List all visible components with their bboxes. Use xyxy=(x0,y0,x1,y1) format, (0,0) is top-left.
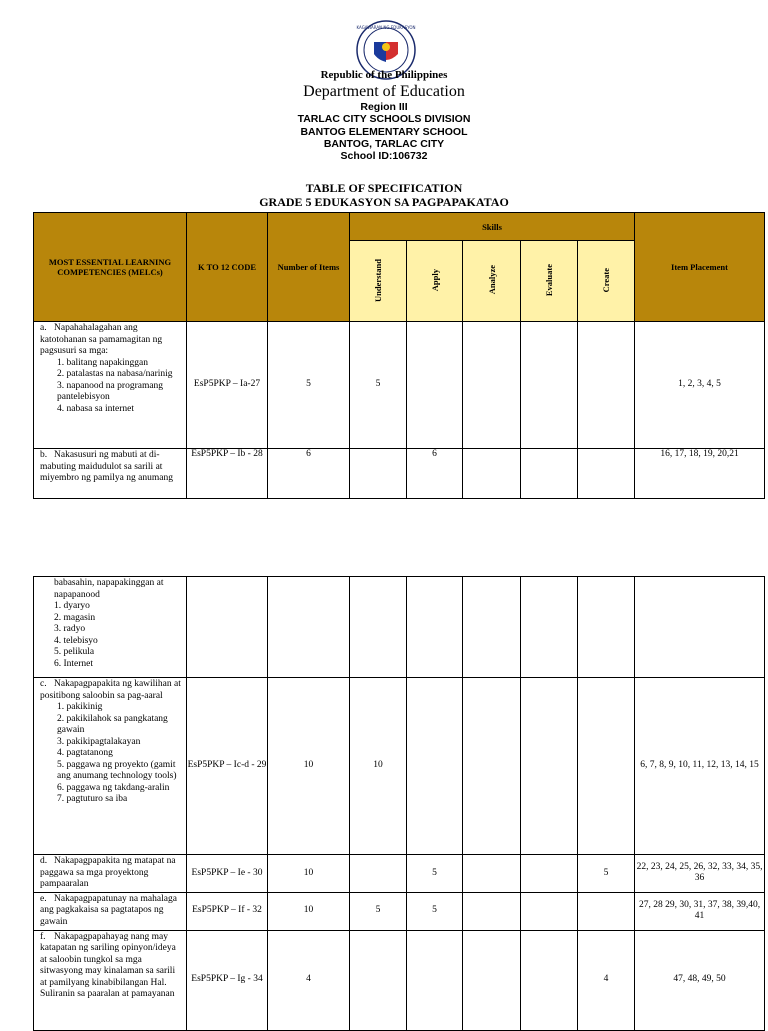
items-cell: 4 xyxy=(268,930,350,1030)
division-label: TARLAC CITY SCHOOLS DIVISION xyxy=(297,113,471,126)
code-cell: EsP5PKP – Ig - 34 xyxy=(187,930,268,1030)
competency-e xyxy=(34,892,187,930)
competency-line: Nakapagpapahayag nang may katapatan ng sariling opinyon/ideya at saloobin tungkol sa mga sitwasyong may kinalaman sa sarili at pamilyang kinabibilangan Hal. Suliranin sa paaralan at pamayanan xyxy=(40,931,176,999)
republic-label: Republic of the Philippines xyxy=(320,69,448,81)
competency-line: 1. pakikinig xyxy=(57,702,103,712)
svg-text:KAGAWARAN NG EDUKASYON: KAGAWARAN NG EDUKASYON xyxy=(356,25,416,30)
apply-cell: 5 xyxy=(407,855,463,893)
title-line-1: TABLE OF SPECIFICATION xyxy=(305,181,463,195)
items-cell: 10 xyxy=(268,892,350,930)
competency-line: 5. paggawa ng proyekto (gamit ang anumang technology tools) xyxy=(57,759,177,781)
document-title xyxy=(0,181,768,209)
items-cell: 10 xyxy=(268,678,350,855)
competency-line: 5. pelikula xyxy=(54,647,95,657)
create-cell xyxy=(578,322,635,449)
competency-b xyxy=(34,449,187,499)
header-skills: Skills xyxy=(350,213,635,241)
create-cell: 4 xyxy=(578,930,635,1030)
header-analyze: Analyze xyxy=(486,265,497,295)
competency-line: 6. paggawa ng takdang-aralin xyxy=(57,782,170,793)
row-letter: b. xyxy=(40,450,48,460)
items-cell: 6 xyxy=(268,449,350,499)
code-cell: EsP5PKP – Ic-d - 29 xyxy=(187,678,268,855)
competency-line: 2. patalastas na nabasa/narinig xyxy=(57,369,173,379)
header-placement: Item Placement xyxy=(635,213,765,322)
row-letter: f. xyxy=(40,931,46,942)
apply-cell xyxy=(407,322,463,449)
row-letter: c. xyxy=(40,679,47,689)
competency-b-continued xyxy=(34,577,187,678)
competency-line: Nakasusuri ng mabuti at di-mabuting maidudulot sa sarili at miyembro ng pamilya ng anumang xyxy=(40,450,173,483)
row-letter: e. xyxy=(40,893,47,904)
code-cell: EsP5PKP – Ib - 28 xyxy=(187,449,268,499)
table-row xyxy=(34,577,765,678)
competency-line: 3. radyo xyxy=(54,624,86,634)
header-understand: Understand xyxy=(373,258,383,302)
tos-table-page-1 xyxy=(33,212,765,499)
understand-cell: 10 xyxy=(350,678,407,855)
competency-line: 4. telebisyo xyxy=(54,635,98,646)
code-cell: EsP5PKP – Ie - 30 xyxy=(187,855,268,893)
apply-cell: 5 xyxy=(407,892,463,930)
items-cell: 10 xyxy=(268,855,350,893)
competency-line: 3. napanood na programang pantelebisyon xyxy=(57,380,164,402)
header-evaluate: Evaluate xyxy=(544,263,554,297)
competency-line: 7. pagtuturo sa iba xyxy=(57,794,128,804)
header-melcs: MOST ESSENTIAL LEARNING COMPETENCIES (MELCs) xyxy=(34,213,187,322)
competency-f xyxy=(34,930,187,1030)
title-line-2: GRADE 5 EDUKASYON SA PAGPAPAKATAO xyxy=(259,195,509,209)
competency-line: Nakapagpapatunay na mahalaga ang pagkakaisa sa pagtatapos ng gawain xyxy=(40,893,177,927)
header-code: K TO 12 CODE xyxy=(187,213,268,322)
header-create: Create xyxy=(601,267,611,293)
competency-line: 6. Internet xyxy=(54,658,94,669)
code-cell: EsP5PKP – If - 32 xyxy=(187,892,268,930)
header-apply: Apply xyxy=(429,268,440,292)
understand-cell: 5 xyxy=(350,322,407,449)
create-cell: 5 xyxy=(578,855,635,893)
understand-cell: 5 xyxy=(350,892,407,930)
analyze-cell xyxy=(463,322,521,449)
competency-line: 4. pagtatanong xyxy=(57,748,113,758)
table-row xyxy=(34,322,765,449)
department-label: Department of Education xyxy=(303,83,465,100)
table-row xyxy=(34,930,765,1030)
school-id-label: School ID:106732 xyxy=(340,150,428,163)
table-row xyxy=(34,678,765,855)
competency-line: babasahin, napapakinggan at napapanood xyxy=(54,578,164,600)
competency-d xyxy=(34,855,187,893)
competency-line: 4. nabasa sa internet xyxy=(57,403,135,414)
competency-line: 2. pakikilahok sa pangkatang gawain xyxy=(57,713,168,735)
competency-line: 3. pakikipagtalakayan xyxy=(57,736,141,747)
create-cell xyxy=(578,449,635,499)
row-letter: a. xyxy=(40,323,47,333)
school-label: BANTOG ELEMENTARY SCHOOL xyxy=(300,125,468,138)
table-row xyxy=(34,892,765,930)
apply-cell: 6 xyxy=(407,449,463,499)
placement-cell: 1, 2, 3, 4, 5 xyxy=(635,322,765,449)
table-row xyxy=(34,449,765,499)
school-info xyxy=(0,101,768,162)
placement-cell: 27, 28 29, 30, 31, 37, 38, 39,40, 41 xyxy=(635,892,765,930)
placement-cell: 16, 17, 18, 19, 20,21 xyxy=(635,449,765,499)
competency-c xyxy=(34,678,187,855)
evaluate-cell xyxy=(521,322,578,449)
evaluate-cell xyxy=(521,449,578,499)
competency-line: Nakapagpapakita ng matapat na paggawa sa mga proyektong pampaaralan xyxy=(40,856,176,889)
competency-line: 1. balitang napakinggan xyxy=(57,357,149,368)
tos-table-page-2 xyxy=(33,576,765,1031)
competency-line: 2. magasin xyxy=(54,612,96,623)
competency-line: Nakapagpapakita ng kawilihan at positibong saloobin sa pag-aaral xyxy=(40,679,181,701)
competency-a xyxy=(34,322,187,449)
competency-line: 1. dyaryo xyxy=(54,601,90,611)
placement-cell: 22, 23, 24, 25, 26, 32, 33, 34, 35, 36 xyxy=(635,855,765,893)
header-items: Number of Items xyxy=(268,213,350,322)
placement-cell: 47, 48, 49, 50 xyxy=(635,930,765,1030)
competency-line: Napahahalagahan ang katotohanan sa pamamagitan ng pagsusuri sa mga: xyxy=(40,323,163,356)
table-row xyxy=(34,855,765,893)
understand-cell xyxy=(350,449,407,499)
code-cell: EsP5PKP – Ia-27 xyxy=(187,322,268,449)
placement-cell: 6, 7, 8, 9, 10, 11, 12, 13, 14, 15 xyxy=(635,678,765,855)
row-letter: d. xyxy=(40,856,48,866)
analyze-cell xyxy=(463,449,521,499)
address-label: BANTOG, TARLAC CITY xyxy=(323,137,445,150)
region-label: Region III xyxy=(360,101,408,113)
items-cell: 5 xyxy=(268,322,350,449)
